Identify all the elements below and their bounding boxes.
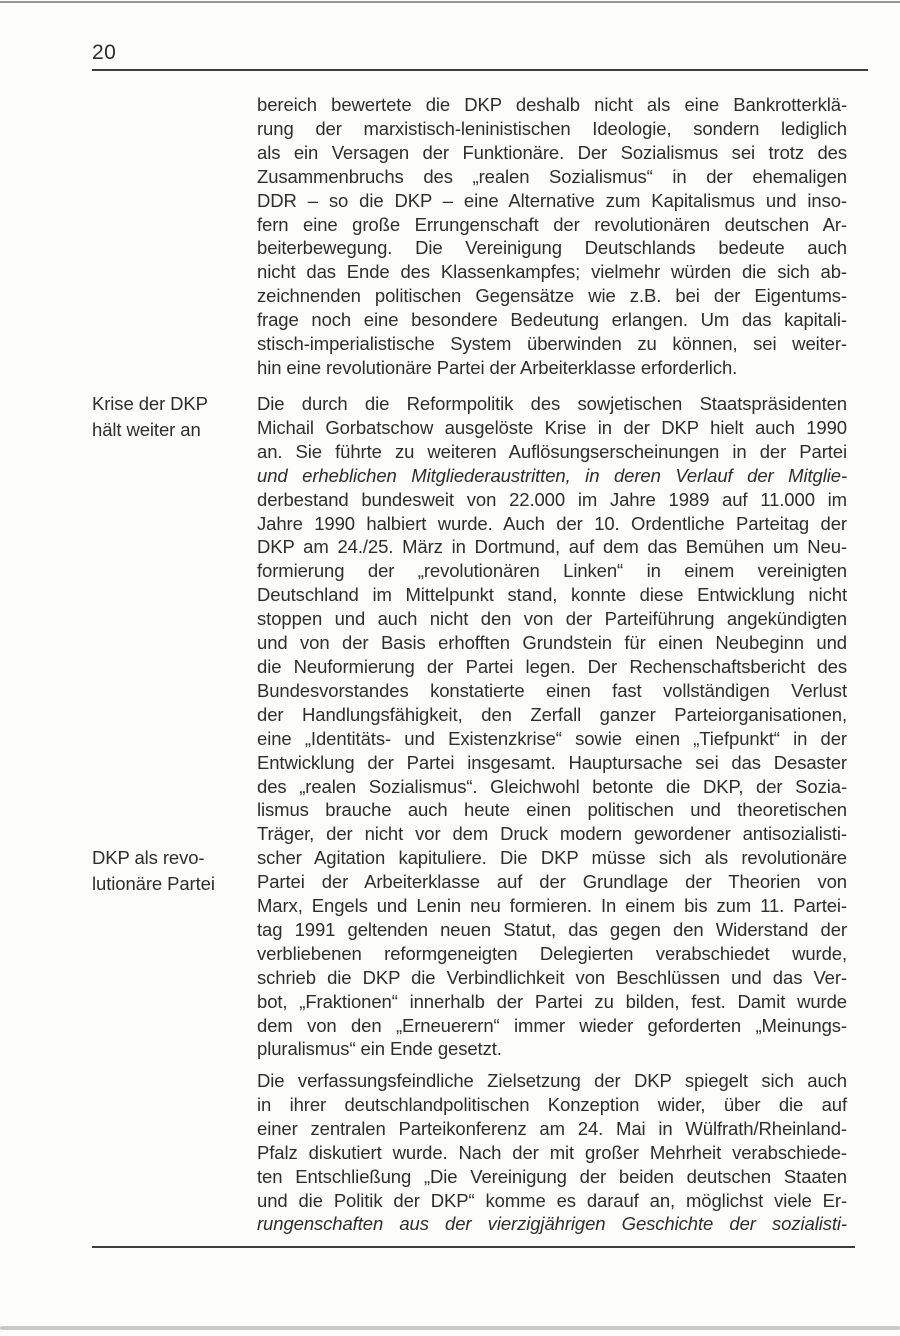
text-line: hin eine revolutionäre Partei der Arbeiterklasse erforderlich. xyxy=(257,356,738,378)
text-line: Michail Gorbatschow ausgelöste Krise in der DKP hielt auch 1990 xyxy=(257,416,847,438)
text-line: tag 1991 geltenden neuen Statut, das gegen den Widerstand der xyxy=(257,918,847,940)
scan-edge-bottom-line xyxy=(0,1326,900,1330)
text-line: derbestand bundesweit von 22.000 im Jahre 1989 auf 11.000 im xyxy=(257,488,847,510)
text-line: Pfalz diskutiert wurde. Nach der mit großer Mehrheit verabschiede- xyxy=(257,1141,847,1163)
text-line: ten Entschließung „Die Vereinigung der beiden deutschen Staaten xyxy=(257,1165,847,1187)
text-line: in ihrer deutschlandpolitischen Konzeption wider, über die auf xyxy=(257,1093,847,1115)
text-line: lismus brauche auch heute einen politischen und theoretischen xyxy=(257,799,847,821)
margin-note xyxy=(92,391,254,443)
text-line: scher Agitation kapituliere. Die DKP müsse sich als revolutionäre xyxy=(257,847,847,869)
footer-rule xyxy=(92,1246,855,1248)
text-line: des „realen Sozialismus“. Gleichwohl betonte die DKP, der Sozia- xyxy=(257,775,847,797)
text-line: frage noch eine besondere Bedeutung erlangen. Um das kapitali- xyxy=(257,309,847,331)
text-line: und von der Basis erhofften Grundstein für einen Neubeginn und xyxy=(257,632,847,654)
text-line: Zusammenbruchs des „realen Sozialismus“ in der ehemaligen xyxy=(257,165,847,187)
paragraph xyxy=(257,392,847,1061)
text-line: pluralismus“ ein Ende gesetzt. xyxy=(257,1038,502,1060)
text-line: einer zentralen Parteikonferenz am 24. Mai in Wülfrath/Rheinland- xyxy=(257,1117,847,1139)
text-line: der Handlungsfähigkeit, den Zerfall ganzer Parteiorganisationen, xyxy=(257,703,847,725)
text-line: als ein Versagen der Funktionäre. Der Sozialismus sei trotz des xyxy=(257,141,847,163)
text-line: DKP am 24./25. März in Dortmund, auf dem das Bemühen um Neu- xyxy=(257,536,847,558)
text-line: Träger, der nicht vor dem Druck modern gewordener antisozialisti- xyxy=(257,823,847,845)
text-line: Die durch die Reformpolitik des sowjetischen Staatspräsidenten xyxy=(257,393,847,414)
text-line: rung der marxistisch-leninistischen Ideologie, sondern lediglich xyxy=(257,117,847,139)
text-line: Partei der Arbeiterklasse auf der Grundlage der Theorien von xyxy=(257,871,847,893)
text-line: beiterbewegung. Die Vereinigung Deutschlands bedeute auch xyxy=(257,237,847,259)
margin-note-line: hält weiter an xyxy=(92,419,201,440)
margin-note-line: Krise der DKP xyxy=(92,393,208,414)
paragraph xyxy=(257,93,847,380)
text-line: dem von den „Erneuerern“ immer wieder geforderten „Meinungs- xyxy=(257,1014,847,1036)
text-line: formierung der „revolutionären Linken“ in einem vereinigten xyxy=(257,560,847,582)
text-line: stoppen und auch nicht den von der Parteiführung angekündigten xyxy=(257,608,847,630)
header-rule xyxy=(92,69,868,71)
text-line: fern eine große Errungenschaft der revolutionären deutschen Ar- xyxy=(257,213,847,235)
text-line: und erheblichen Mitgliederaustritten, in deren Verlauf der Mitglie- xyxy=(257,464,847,486)
text-line: bot, „Fraktionen“ innerhalb der Partei zu bilden, fest. Damit wurde xyxy=(257,990,847,1012)
text-line: nicht das Ende des Klassenkampfes; vielmehr würden die sich ab- xyxy=(257,261,847,283)
paragraph xyxy=(257,1069,847,1236)
text-line: rungenschaften aus der vierzigjährigen Geschichte der sozialisti- xyxy=(257,1213,847,1235)
margin-note xyxy=(92,845,254,897)
text-line: die Neuformierung der Partei legen. Der Rechenschaftsbericht des xyxy=(257,655,847,677)
scan-edge-top-line xyxy=(0,1,900,3)
text-line: bereich bewertete die DKP deshalb nicht als eine Bankrotterklä- xyxy=(257,94,847,115)
text-line: eine „Identitäts- und Existenzkrise“ sowie einen „Tiefpunkt“ in der xyxy=(257,727,847,749)
text-line: zeichnenden politischen Gegensätze wie z.B. bei der Eigentums- xyxy=(257,285,847,307)
text-line: Deutschland im Mittelpunkt stand, konnte diese Entwicklung nicht xyxy=(257,584,847,606)
text-line: schrieb die DKP die Verbindlichkeit von Beschlüssen und das Ver- xyxy=(257,966,847,988)
text-line: Entwicklung der Partei insgesamt. Hauptursache sei das Desaster xyxy=(257,751,847,773)
text-line: Die verfassungsfeindliche Zielsetzung der DKP spiegelt sich auch xyxy=(257,1070,847,1091)
margin-note-line: DKP als revo- xyxy=(92,847,205,868)
text-line: und die Politik der DKP“ komme es darauf an, möglichst viele Er- xyxy=(257,1189,847,1211)
text-line: an. Sie führte zu weiteren Auflösungserscheinungen in der Partei xyxy=(257,440,847,462)
text-line: DDR – so die DKP – eine Alternative zum Kapitalismus und inso- xyxy=(257,189,847,211)
margin-note-line: lutionäre Partei xyxy=(92,873,215,894)
text-line: verbliebenen reformgeneigten Delegierten verabschiedet wurde, xyxy=(257,942,847,964)
text-line: Bundesvorstandes konstatierte einen fast vollständigen Verlust xyxy=(257,679,847,701)
text-line: Jahre 1990 halbiert wurde. Auch der 10. Ordentliche Parteitag der xyxy=(257,512,847,534)
text-line: Marx, Engels und Lenin neu formieren. In einem bis zum 11. Partei- xyxy=(257,895,847,917)
page-number: 20 xyxy=(92,41,117,64)
text-line: stisch-imperialistische System überwinden zu können, sei weiter- xyxy=(257,333,847,355)
